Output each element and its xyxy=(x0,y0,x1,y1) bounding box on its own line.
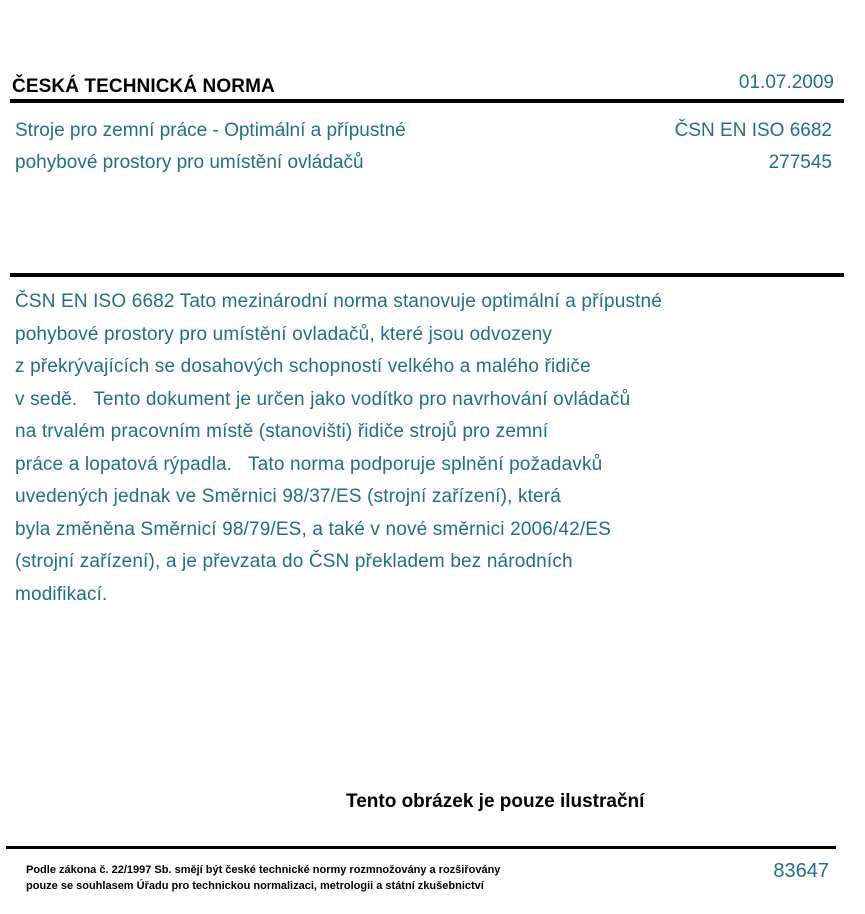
abstract-line: z překrývajících se dosahových schopností velkého a malého řidiče xyxy=(15,356,591,377)
abstract-line: v sedě. Tento dokument je určen jako vodítko pro navrhování ovládačů xyxy=(15,388,631,410)
standard-designation: ČSN EN ISO 6682 xyxy=(674,120,832,141)
abstract-line: modifikací. xyxy=(15,583,108,605)
footer-divider xyxy=(6,846,836,849)
abstract-line: pohybové prostory pro umístění ovladačů, které jsou odvozeny xyxy=(15,323,553,345)
standard-title-line: pohybové prostory pro umístění ovládačů xyxy=(15,152,364,173)
abstract-line: na trvalém pracovním místě (stanovišti) řidiče strojů pro zemní xyxy=(15,421,549,442)
publication-date: 01.07.2009 xyxy=(738,72,834,93)
header-divider xyxy=(10,99,844,103)
catalog-number: 83647 xyxy=(773,860,829,882)
abstract-line: byla změněna Směrnicí 98/79/ES, a také v nové směrnici 2006/42/ES xyxy=(15,518,611,540)
abstract-line: ČSN EN ISO 6682 Tato mezinárodní norma stanovuje optimální a přípustné xyxy=(15,291,662,312)
standard-designation-block xyxy=(675,115,832,179)
abstract-line: (strojní zařízení), a je převzata do ČSN překladem bez národních xyxy=(15,551,573,572)
illustration-disclaimer: Tento obrázek je pouze ilustrační xyxy=(346,791,645,812)
standard-class-number: 277545 xyxy=(768,152,832,173)
standard-title-line: Stroje pro zemní práce - Optimální a přípustné xyxy=(15,120,406,141)
standard-abstract xyxy=(15,286,755,611)
copyright-notice xyxy=(26,862,500,894)
standard-title xyxy=(15,115,535,179)
document-header-title: ČESKÁ TECHNICKÁ NORMA xyxy=(12,76,275,97)
section-divider xyxy=(10,273,844,277)
copyright-line: Podle zákona č. 22/1997 Sb. smějí být české technické normy rozmnožovány a rozšiřovány xyxy=(26,864,501,876)
copyright-line: pouze se souhlasem Úřadu pro technickou normalizaci, metrologii a státní zkušebnictví xyxy=(26,880,484,892)
abstract-line: uvedených jednak ve Směrnici 98/37/ES (strojní zařízení), která xyxy=(15,486,561,507)
abstract-line: práce a lopatová rýpadla. Tato norma podporuje splnění požadavků xyxy=(15,453,603,475)
